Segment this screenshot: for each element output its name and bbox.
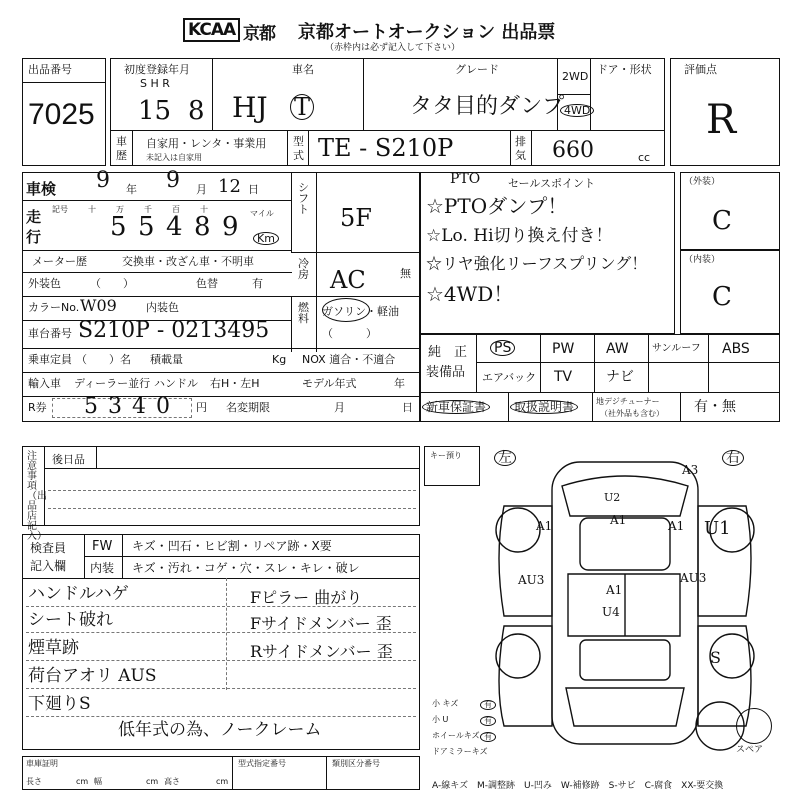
inspector-footer: 低年式の為、ノークレーム xyxy=(118,720,322,740)
mileage-unit-0: 記号 xyxy=(52,205,68,214)
recycle-unit: 円 xyxy=(196,401,207,414)
damage-mark: A1 xyxy=(610,513,627,527)
inspection-month: 9 xyxy=(166,168,180,193)
sales-points-note: PTO xyxy=(450,171,481,187)
inspection-label: 車検 xyxy=(26,180,57,198)
usage-label-a: 車 xyxy=(116,135,127,148)
car-name-circled: T xyxy=(290,94,314,120)
damage-mark: A3 xyxy=(682,463,699,477)
inspection-day: 12 xyxy=(218,176,241,197)
model-year-unit: 年 xyxy=(394,377,405,390)
equip-airbag: エアバック xyxy=(482,371,537,384)
model-year-label: モデル年式 xyxy=(302,377,357,390)
inspector-note: 下廻りS xyxy=(28,694,91,714)
fuel-options: ガソリン・軽油 xyxy=(322,305,399,318)
chassis-value: S210P - 0213495 xyxy=(78,318,270,343)
ext-color-label: 外装色 xyxy=(28,277,61,290)
equip-manual: 取扱説明書 xyxy=(510,400,578,414)
import-dealer: ディーラー並行 xyxy=(74,377,151,390)
inspector-note: シート破れ xyxy=(28,610,113,630)
ext-color-value: （ ） xyxy=(90,277,134,290)
lot-label: 出品番号 xyxy=(28,63,72,76)
inspection-day-unit: 日 xyxy=(248,183,259,196)
capacity-paren: （ ）名 xyxy=(76,353,131,366)
dim-model-no: 型式指定番号 xyxy=(238,759,286,768)
inspector-label-b: 記入欄 xyxy=(30,559,67,573)
damage-mark: S xyxy=(710,648,721,667)
car-name-value: HJ xyxy=(232,91,268,124)
mileage-unit-3: 千 xyxy=(144,205,152,214)
dim-length: 長さ xyxy=(26,777,42,786)
equip-tuner: 地デジチューナー xyxy=(596,397,660,406)
chassis-label: 車台番号 xyxy=(28,327,72,340)
dim-width: 幅 xyxy=(94,777,102,786)
inspector-fw: FW xyxy=(92,539,113,554)
kcaa-logo: KCAA xyxy=(183,18,240,42)
first-reg-label: 初度登録年月 xyxy=(124,63,190,76)
equip-sunroof: サンルーフ xyxy=(652,343,701,354)
car-diagram xyxy=(480,456,780,756)
load-unit: Kg xyxy=(272,353,287,366)
inspection-year: 9 xyxy=(96,168,110,193)
legend-small-dent: 小 U xyxy=(432,715,449,724)
color-no-value: W09 xyxy=(80,296,117,315)
damage-mark: U1 xyxy=(704,518,731,539)
sales-point-item: ☆PTOダンプ！ xyxy=(426,194,568,218)
mileage-digit: 8 xyxy=(194,212,211,242)
spare-label: スペア xyxy=(736,745,764,755)
diagram-right: 右 xyxy=(722,450,744,466)
equip-pw: PW xyxy=(552,341,575,357)
equip-abs: ABS xyxy=(722,341,750,357)
diagram-left: 左 xyxy=(494,450,516,466)
dim-unit: cm xyxy=(216,777,229,786)
int-color-label: 内装色 xyxy=(146,301,179,314)
spare-tire-circle xyxy=(736,708,772,744)
dim-title: 車庫証明 xyxy=(26,759,58,768)
displacement-label-a: 排 xyxy=(515,135,526,148)
ac-value: AC xyxy=(330,266,366,294)
logo-city: 京都 xyxy=(243,24,275,44)
damage-mark: A1 xyxy=(606,583,623,597)
capacity-label: 乗車定員 xyxy=(28,353,72,366)
color-no-label: カラーNo. xyxy=(28,301,80,314)
inspection-year-unit: 年 xyxy=(126,183,137,196)
key-label: キー預り xyxy=(430,451,462,460)
exterior-label: （外装） xyxy=(684,177,721,187)
shift-label: シフト xyxy=(298,181,309,216)
sales-point-item: ☆4WD！ xyxy=(426,282,514,306)
equip-ps: PS xyxy=(490,340,515,356)
mileage-unit-6: マイル xyxy=(250,209,274,218)
inspector-int-items: キズ・汚れ・コゲ・穴・スレ・キレ・破レ xyxy=(132,561,360,575)
equip-navi: ナビ xyxy=(606,369,634,385)
mileage-label-a: 走 xyxy=(26,208,42,226)
drive-2wd: 2WD xyxy=(562,70,589,83)
legend-value: 有 xyxy=(480,700,496,710)
interior-label: （内装） xyxy=(684,255,721,265)
damage-mark: AU3 xyxy=(680,571,707,585)
first-reg-month: 8 xyxy=(188,96,205,126)
first-reg-year: 15 xyxy=(138,96,172,126)
score-value: R xyxy=(706,97,737,143)
header-note: （赤枠内は必ず記入して下さい） xyxy=(325,43,461,53)
inspector-note-right: Fピラー 曲がり xyxy=(250,588,363,607)
notes-label: 注意事項（出品店記入） xyxy=(27,451,47,542)
recycle-value: 5340 xyxy=(84,394,180,419)
lot-number: 7025 xyxy=(28,98,95,131)
name-change-label: 名変期限 xyxy=(226,401,270,414)
import-label: 輸入車 xyxy=(28,377,61,390)
mileage-unit-1: 十 xyxy=(88,205,96,214)
mileage-unit-km: Km xyxy=(253,232,279,245)
mileage-digit: 9 xyxy=(222,212,239,242)
legend-value: 有 xyxy=(480,716,496,726)
sales-point-item: ☆リヤ強化リーフスプリング！ xyxy=(426,254,648,273)
damage-mark: U2 xyxy=(604,491,621,504)
equipment-label-a: 純 正 xyxy=(428,345,468,360)
inspector-fw-items: キズ・凹石・ヒビ割・リペア跡・X要 xyxy=(132,539,332,553)
score-label: 評価点 xyxy=(684,63,717,76)
door-shape-label: ドア・形状 xyxy=(597,63,652,76)
meter-options: 交換車・改ざん車・不明車 xyxy=(122,255,254,268)
dim-unit: cm xyxy=(76,777,89,786)
color-change-label: 色替 xyxy=(196,277,218,290)
grade-value: タタ目的ダンプ xyxy=(410,94,565,119)
dim-height: 高さ xyxy=(164,777,180,786)
name-change-day: 日 xyxy=(402,401,413,414)
grade-label: グレード xyxy=(455,63,499,76)
dim-class-no: 類別区分番号 xyxy=(332,759,380,768)
sales-points-label: セールスポイント xyxy=(508,177,596,190)
mileage-digit: 5 xyxy=(110,212,127,242)
shift-value: 5F xyxy=(340,204,372,232)
model-label-a: 型 xyxy=(293,135,304,148)
era-options: S H R xyxy=(140,77,170,90)
mileage-digit: 5 xyxy=(138,212,155,242)
sales-point-item: ☆Lo. Hi切り換え付き！ xyxy=(426,226,613,246)
equip-tuner-option: 有・無 xyxy=(694,399,736,415)
legend-mirror: ドアミラーキズ xyxy=(432,747,488,756)
handle-lr: 右H・左H xyxy=(210,377,260,390)
inspector-note: ハンドルハゲ xyxy=(28,584,129,604)
inspector-int: 内装 xyxy=(90,561,115,575)
mileage-unit-2: 万 xyxy=(116,205,124,214)
car-name-label: 車名 xyxy=(292,63,314,76)
handle-label: ハンドル xyxy=(154,377,198,390)
legend-small-scratch: 小 キズ xyxy=(432,699,459,708)
usage-options: 自家用・レンタ・事業用 xyxy=(146,137,267,150)
ac-none: 無 xyxy=(400,267,411,280)
fuel-label: 燃料 xyxy=(298,301,309,325)
damage-legend: A-線キズ M-調整跡 U-凹み W-補修跡 S-サビ C-腐食 XX-要交換 xyxy=(432,781,724,791)
model-value: TE - S210P xyxy=(318,134,454,162)
model-label-b: 式 xyxy=(293,149,304,162)
legend-wheel: ホイールキズ xyxy=(432,731,480,740)
equip-tuner-note: （社外品も含む） xyxy=(600,409,664,418)
inspector-note: 荷台アオリ AUS xyxy=(28,666,157,686)
recycle-label: R券 xyxy=(28,401,47,414)
mileage-unit-5: 十 xyxy=(200,205,208,214)
inspector-note-right: Fサイドメンバー 歪 xyxy=(250,614,392,633)
ac-label: 冷房 xyxy=(298,257,309,281)
color-change-value: 有 xyxy=(252,277,263,290)
inspector-note-right: Rサイドメンバー 歪 xyxy=(250,642,393,661)
drive-4wd: 4WD xyxy=(560,104,594,117)
inspector-label-a: 検査員 xyxy=(30,541,67,555)
usage-note: 未記入は自家用 xyxy=(146,153,202,162)
name-change-month: 月 xyxy=(334,401,345,414)
after-date-label: 後日品 xyxy=(52,453,85,466)
mileage-label-b: 行 xyxy=(26,228,42,246)
damage-mark: A1 xyxy=(668,519,685,533)
damage-mark: A1 xyxy=(536,519,553,533)
meter-label: メーター歴 xyxy=(32,255,87,268)
mileage-digit: 4 xyxy=(166,212,183,242)
damage-mark: U4 xyxy=(602,605,620,619)
usage-label-b: 歴 xyxy=(116,149,127,162)
equip-warranty: 新車保証書 xyxy=(422,400,490,414)
load-label: 積載量 xyxy=(150,353,183,366)
exterior-value: C xyxy=(712,206,732,236)
mileage-unit-4: 百 xyxy=(172,205,180,214)
fuel-paren: （ ） xyxy=(322,327,377,340)
equipment-label-b: 装備品 xyxy=(426,365,466,380)
displacement-label-b: 気 xyxy=(515,149,526,162)
legend-value: 有 xyxy=(480,732,496,742)
inspector-note: 煙草跡 xyxy=(28,638,79,658)
interior-value: C xyxy=(712,282,732,312)
displacement-unit: cc xyxy=(638,151,651,164)
damage-mark: AU3 xyxy=(518,573,545,587)
nox-options: NOX 適合・不適合 xyxy=(302,353,396,366)
equip-aw: AW xyxy=(606,341,629,357)
dim-unit: cm xyxy=(146,777,159,786)
equip-tv: TV xyxy=(554,369,573,385)
inspection-month-unit: 月 xyxy=(196,183,207,196)
fuel-gasoline-circle xyxy=(322,298,370,322)
page-title: 京都オートオークション 出品票 xyxy=(298,22,556,43)
displacement-value: 660 xyxy=(552,138,594,163)
